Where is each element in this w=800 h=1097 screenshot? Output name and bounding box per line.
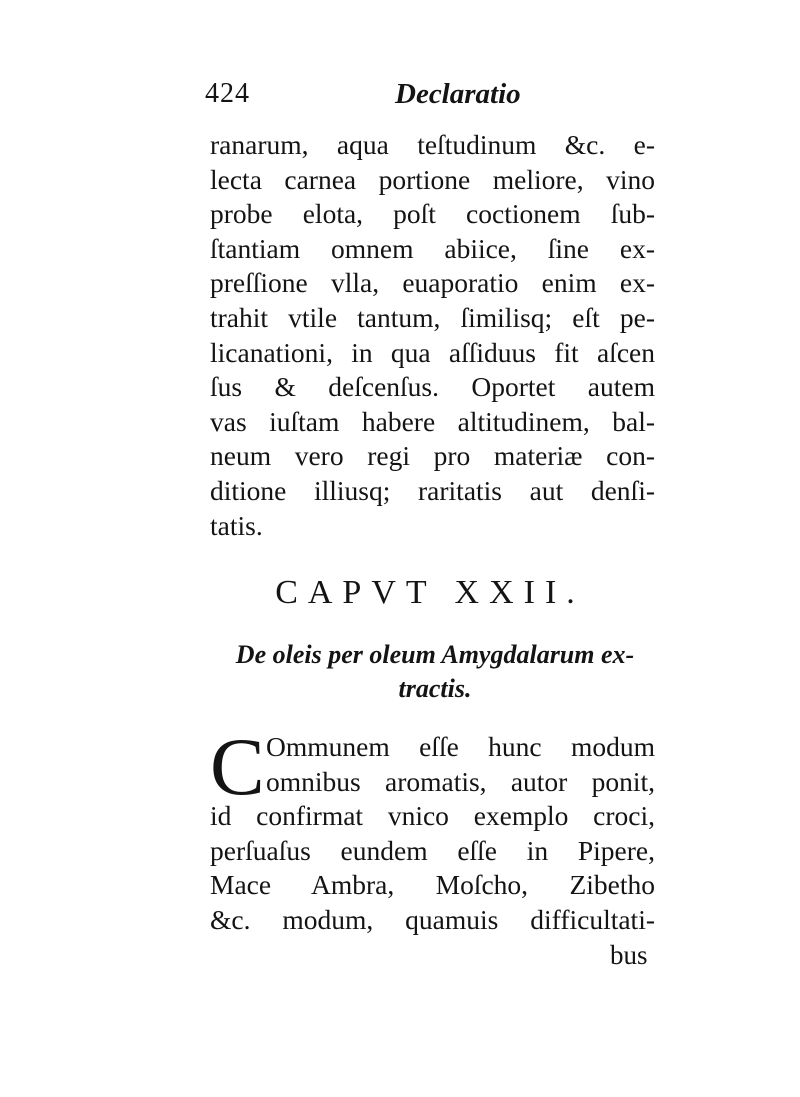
text-line: perſuaſus eundem eſſe in Pipere,: [210, 834, 655, 866]
text-line: &c. modum, quamuis difficultati-: [210, 903, 655, 935]
text-line: ranarum, aqua teſtudinum &c. e-: [210, 129, 655, 160]
text-line: Ommunem eſſe hunc modum: [266, 731, 655, 762]
text-line: ſtantiam omnem abiice, ſine ex-: [210, 232, 655, 264]
body-paragraph: [210, 128, 655, 543]
text-line: id confirmat vnico exemplo croci,: [210, 800, 655, 832]
page-header: [205, 78, 655, 118]
text-line: Mace Ambra, Moſcho, Zibetho: [210, 869, 655, 901]
text-line: omnibus aromatis, autor ponit,: [266, 765, 655, 797]
running-head: Declaratio: [395, 78, 521, 110]
text-line: vas iuſtam habere altitudinem, bal-: [210, 405, 655, 437]
chapter-subtitle: [225, 638, 645, 706]
text-line: ditione illiusq; raritatis aut denſi-: [210, 474, 655, 506]
text-line: lecta carnea portione meliore, vino: [210, 163, 655, 195]
text-line: probe elota, poſt coctionem ſub-: [210, 198, 655, 230]
text-line: licanationi, in qua aſſiduus fit aſcen: [210, 336, 655, 368]
chapter-paragraph: [210, 721, 655, 938]
text-line: neum vero regi pro materiæ con-: [210, 440, 655, 472]
drop-cap: C: [210, 721, 265, 812]
text-line: trahit vtile tantum, ſimilisq; eſt pe-: [210, 301, 655, 333]
catchword: bus: [610, 940, 648, 970]
text-line: tatis.: [210, 509, 263, 541]
subtitle-line: De oleis per oleum Amygdalarum ex-: [235, 640, 635, 669]
chapter-heading: CAPVT XXII.: [275, 574, 585, 611]
text-line: preſſione vlla, euaporatio enim ex-: [210, 267, 655, 299]
text-line: ſus & deſcenſus. Oportet autem: [210, 371, 655, 403]
subtitle-line: tractis.: [398, 674, 472, 703]
page-number: 424: [205, 78, 250, 109]
